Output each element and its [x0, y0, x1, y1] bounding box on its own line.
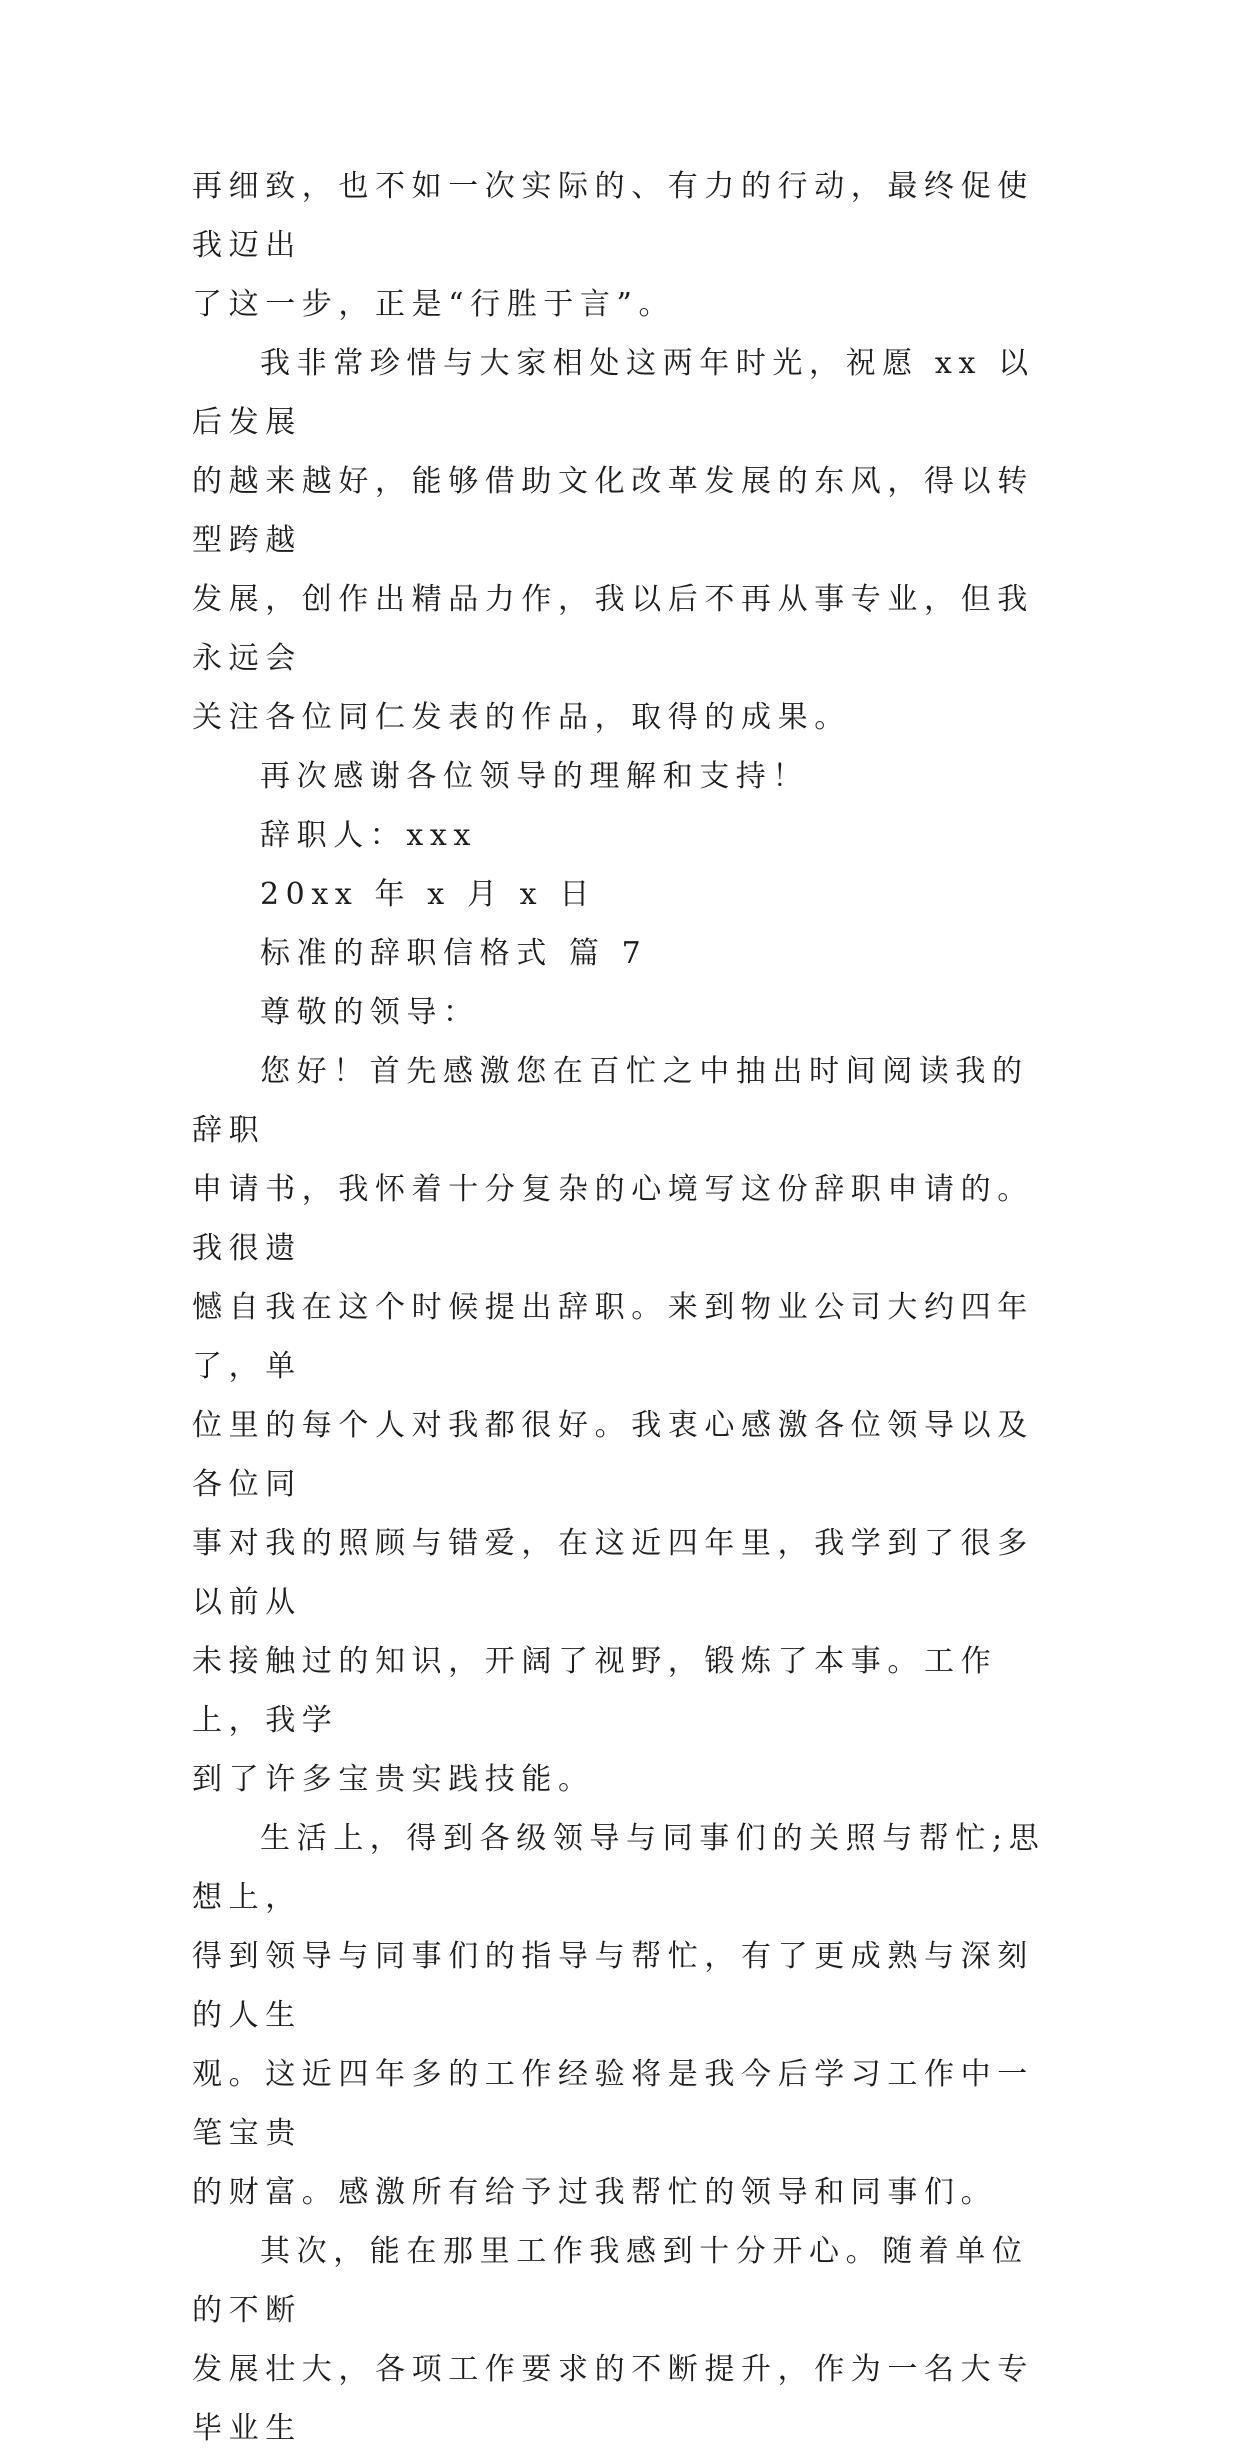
text-line: 位里的每个人对我都很好。我衷心感激各位领导以及各位同 — [192, 1408, 1034, 1502]
text-line: 您好！首先感激您在百忙之中抽出时间阅读我的辞职 — [192, 1054, 1029, 1148]
text-line: 未接触过的知识，开阔了视野，锻炼了本事。工作上，我学 — [192, 1644, 998, 1738]
document-body — [192, 157, 1052, 2458]
paragraph — [192, 1042, 1052, 1809]
text-line: 发展壮大，各项工作要求的不断提升，作为一名大专毕业生 — [192, 2352, 1034, 2446]
text-line: 辞职人：xxx — [260, 818, 477, 853]
text-line: 申请书，我怀着十分复杂的心境写这份辞职申请的。我很遗 — [192, 1172, 1034, 1266]
closing-thanks — [192, 747, 1052, 806]
paragraph — [192, 1809, 1052, 2222]
text-line: 观。这近四年多的工作经验将是我今后学习工作中一笔宝贵 — [192, 2057, 1034, 2151]
text-line: 尊敬的领导： — [260, 995, 480, 1030]
text-line: 发展，创作出精品力作，我以后不再从事专业，但我永远会 — [192, 582, 1034, 676]
text-line: 了这一步，正是“行胜于言”。 — [192, 287, 676, 322]
text-line: 的越来越好，能够借助文化改革发展的东风，得以转型跨越 — [192, 464, 1034, 558]
text-line: 憾自我在这个时候提出辞职。来到物业公司大约四年了，单 — [192, 1290, 1034, 1384]
section-heading — [192, 924, 1052, 983]
text-line: 的财富。感激所有给予过我帮忙的领导和同事们。 — [192, 2175, 998, 2210]
text-line: 事对我的照顾与错爱，在这近四年里，我学到了很多以前从 — [192, 1526, 1034, 1620]
text-line: 再细致，也不如一次实际的、有力的行动，最终促使我迈出 — [192, 169, 1034, 263]
text-line: 得到领导与同事们的指导与帮忙，有了更成熟与深刻的人生 — [192, 1939, 1034, 2033]
text-line: 生活上，得到各级领导与同事们的关照与帮忙;思想上， — [192, 1821, 1046, 1915]
text-line: 到了许多宝贵实践技能。 — [192, 1762, 595, 1797]
signature-line — [192, 806, 1052, 865]
paragraph — [192, 2222, 1052, 2458]
text-line: 我非常珍惜与大家相处这两年时光，祝愿 xx 以后发展 — [192, 346, 1035, 440]
text-line: 再次感谢各位领导的理解和支持！ — [260, 759, 809, 794]
text-line: 20xx 年 x 月 x 日 — [260, 877, 596, 912]
text-line: 其次，能在那里工作我感到十分开心。随着单位的不断 — [192, 2234, 1029, 2328]
paragraph — [192, 334, 1052, 747]
text-line: 标准的辞职信格式 篇 7 — [260, 936, 648, 971]
salutation — [192, 983, 1052, 1042]
date-line — [192, 865, 1052, 924]
paragraph — [192, 157, 1052, 334]
text-line: 关注各位同仁发表的作品，取得的成果。 — [192, 700, 851, 735]
